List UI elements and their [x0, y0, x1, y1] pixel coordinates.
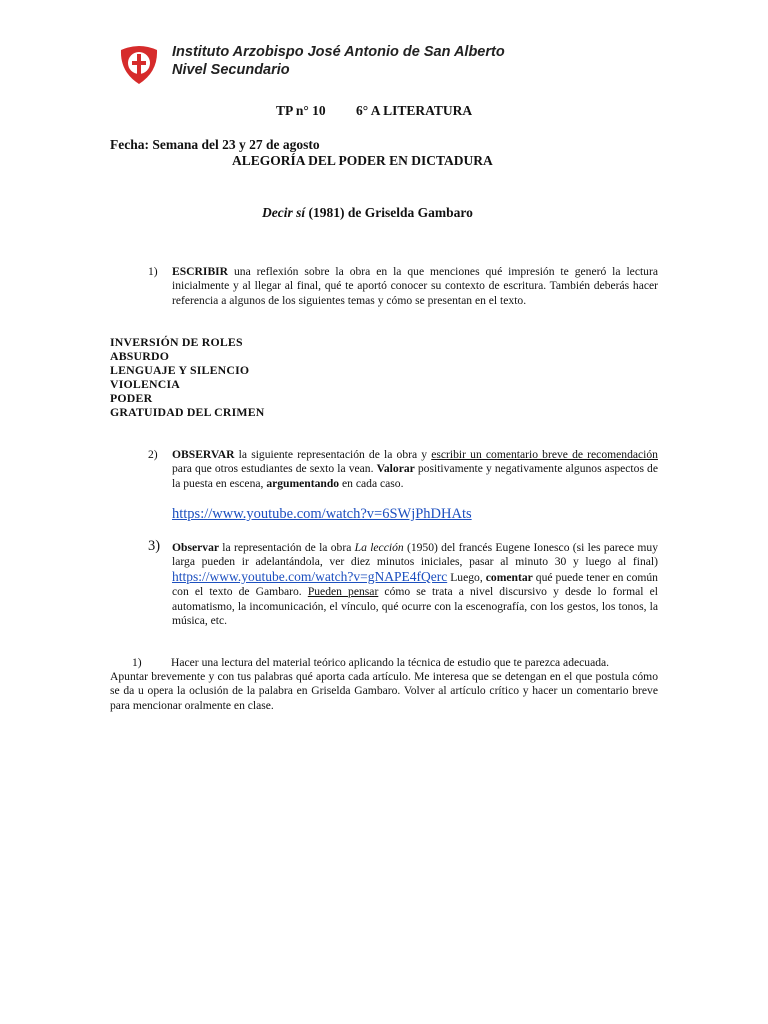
item-2-body-1: la siguiente representación de la obra y [234, 448, 432, 461]
item-2-video-link[interactable]: https://www.youtube.com/watch?v=6SWjPhDHAts [172, 506, 472, 522]
item-3-number: 3) [148, 538, 161, 554]
item-2-text [172, 448, 658, 491]
item-1-text [172, 265, 658, 308]
item-2-argumentando: argumentando [266, 476, 340, 490]
item-3-text [172, 541, 658, 628]
item-3-comentar: comentar [485, 570, 533, 584]
institution-name: Instituto Arzobispo José Antonio de San Alberto [172, 44, 505, 60]
main-title: ALEGORÍA DEL PODER EN DICTADURA [232, 153, 493, 168]
item-2-underlined: escribir un comentario breve de recomendación [431, 448, 658, 461]
themes-list [110, 335, 265, 419]
item-3-body-1: la representación de la obra [219, 541, 355, 554]
item-2-body-3: positivamente y negativamente algunos aspectos de la puesta en escena, [172, 462, 658, 490]
item-3-body-3: Luego, [447, 570, 486, 584]
tp-number: TP n° 10 [276, 103, 326, 118]
theme-item: LENGUAJE Y SILENCIO [110, 363, 250, 377]
item-1-verb: ESCRIBIR [172, 265, 229, 278]
school-logo [117, 44, 161, 86]
item-2-valorar: Valorar [376, 462, 415, 476]
item-3-verb: Observar [172, 541, 220, 554]
theme-item: GRATUIDAD DEL CRIMEN [110, 405, 265, 419]
item-1-body: una reflexión sobre la obra en la que menciones qué impresión te generó la lectura inicialmente y al llegar al final, qué te aportó conocer su contexto de escritura. También deberás hacer referencia a algunos de los siguientes temas y cómo se presentan en el texto. [172, 265, 658, 307]
item-2-verb: OBSERVAR [172, 448, 235, 461]
theme-item: PODER [110, 391, 153, 405]
institution-level: Nivel Secundario [172, 62, 290, 78]
item-2-number: 2) [148, 448, 158, 461]
item-3-body-5: cómo se trata a nivel discursivo y desde lo formal el automatismo, la incomunicación, el vínculo, qué ocurre con la escenografía, con los gestos, los tonos, la música, etc. [172, 585, 658, 628]
date-line: Fecha: Semana del 23 y 27 de agosto [110, 137, 320, 152]
item-3-body-4: qué puede tener en común con el texto de Gambaro. [172, 570, 658, 599]
theme-item: VIOLENCIA [110, 377, 180, 391]
item-4-paragraph: Apuntar brevemente y con tus palabras qué aporta cada artículo. Me interesa que se detengan en el que postula cómo se da u opera la oclusión de la palabra en Griselda Gambaro. Volver al artículo crítico y hacer un comentario breve para mencionar oralmente en clase. [110, 670, 658, 712]
item-3-video-link[interactable]: https://www.youtube.com/watch?v=gNAPE4fQerc [172, 568, 448, 584]
work-title-line [262, 205, 473, 221]
work-author: (1981) de Griselda Gambaro [305, 205, 473, 220]
item-4-number: 1) [132, 656, 142, 669]
item-3-body-2: (1950) del francés Eugene Ionesco (si les parece muy larga pueden ir adelantándola, ver diez minutos iniciales, pasar al minuto 30 y luego al final) [172, 541, 658, 569]
course-label: 6° A LITERATURA [356, 103, 473, 118]
theme-item: ABSURDO [110, 349, 170, 363]
item-1-number: 1) [148, 265, 158, 278]
item-3-underlined: Pueden pensar [307, 585, 379, 599]
theme-item: INVERSIÓN DE ROLES [110, 335, 243, 349]
item-3-work-title: La lección [354, 541, 404, 554]
work-title: Decir sí [262, 205, 306, 220]
item-4-line1: Hacer una lectura del material teórico aplicando la técnica de estudio que te parezca adecuada. [171, 656, 610, 669]
item-2-body-2: para que otros estudiantes de sexto la vean. [172, 462, 377, 476]
item-2-body-4: en cada caso. [339, 476, 404, 490]
